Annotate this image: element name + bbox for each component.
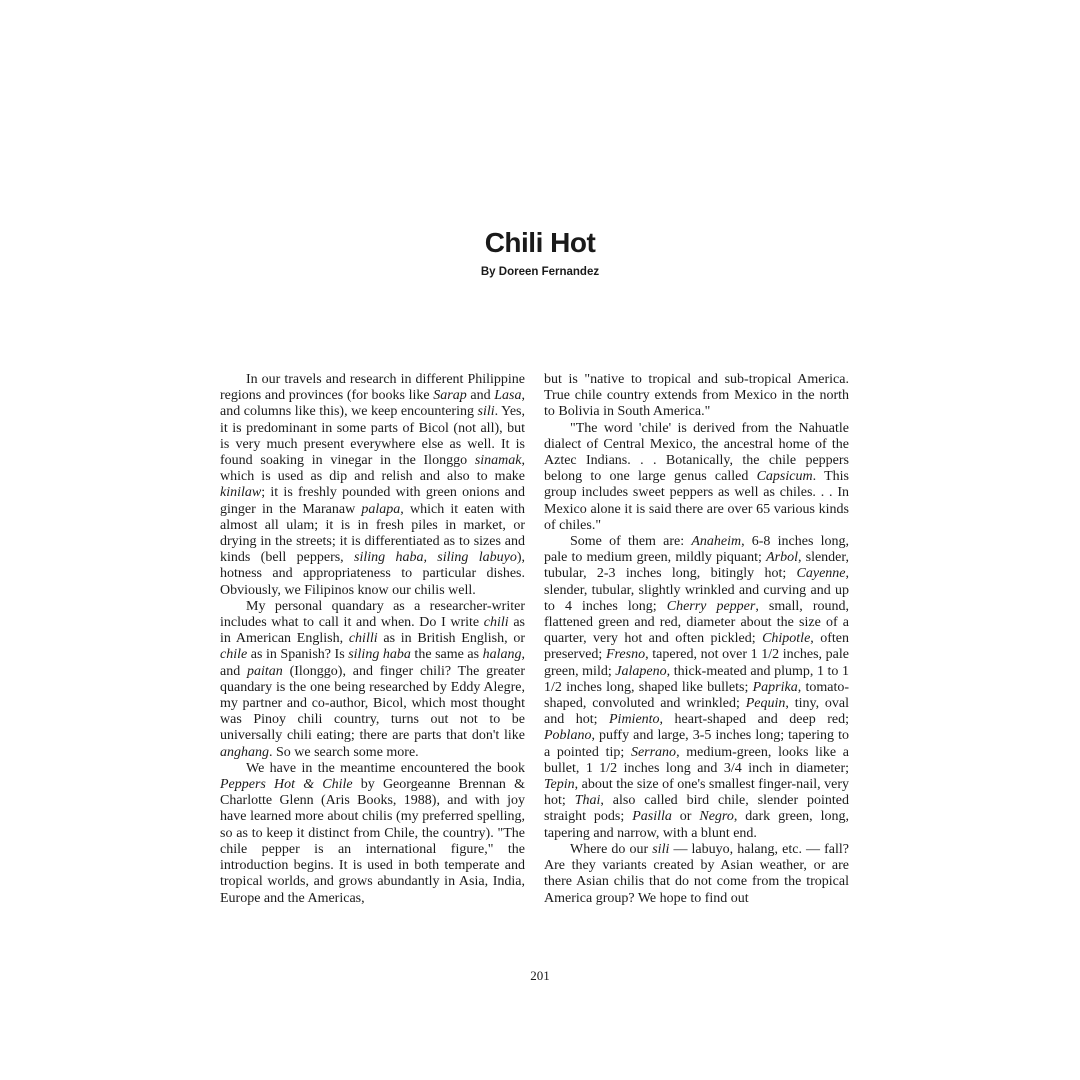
article-byline: By Doreen Fernandez bbox=[480, 266, 600, 278]
paragraph: In our travels and research in different Philippine regions and provinces (for books like Sarap and Lasa, and columns like this), we keep encountering sili. Yes, it is predominant in some parts of Bicol (not all), but is very much present everywhere else as well. It is found soaking in vinegar in the Ilonggo sinamak, which is used as dip and relish and also to make kinilaw; it is freshly pounded with green onions and ginger in the Maranaw palapa, which it eaten with almost all ulam; it is in fresh piles in market, or drying in the streets; it is differentiated as to sizes and kinds (bell peppers, siling haba, siling labuyo), hotness and appropriateness to particular dishes. Obviously, we Filipinos know our chilis well. bbox=[220, 372, 526, 598]
paragraph: "The word 'chile' is derived from the Nahuatle dialect of Central Mexico, the ancestral home of the Aztec Indians. . . Botanically, the chile peppers belong to one large genus called Capsicum. This group includes sweet peppers as well as chiles. . . In Mexico alone it is said there are over 65 various kinds of chiles." bbox=[544, 420, 849, 533]
paragraph: My personal quandary as a researcher-writer includes what to call it and when. Do I write chili as in American English, chilli as in British English, or chile as in Spanish? Is siling haba the same as halang, and paitan (Ilonggo), and finger chili? The greater quandary is the one being researched by Eddy Alegre, my partner and co-author, Bicol, which most thought was Pinoy chili country, turns out not to be universally chili eating; there are parts that don't like anghang. So we search some more. bbox=[220, 598, 526, 760]
paragraph: We have in the meantime encountered the book Peppers Hot & Chile by Georgeanne Brennan & Charlotte Glenn (Aris Books, 1988), and with joy have learned more about chilis (my preferred spelling, so as to keep it distinct from Chile, the country). "The chile pepper is an international figure," the introduction begins. It is used in both temperate and tropical worlds, and grows abundantly in Asia, India, Europe and the Americas, bbox=[220, 760, 525, 906]
paragraph: Where do our sili — labuyo, halang, etc. — fall? Are they variants created by Asian weather, or are there Asian chilis that do not come from the tropical America group? We hope to find out bbox=[544, 841, 849, 906]
paragraph-continued: but is "native to tropical and sub-tropical America. True chile country extends from Mexico in the north to Bolivia in South America." bbox=[544, 372, 849, 420]
left-column bbox=[220, 372, 525, 907]
article-title: Chili Hot bbox=[484, 227, 596, 258]
page-number: 201 bbox=[530, 968, 550, 983]
paragraph: Some of them are: Anaheim, 6-8 inches long, pale to medium green, mildly piquant; Arbol, slender, tubular, 2-3 inches long, bitingly hot; Cayenne, slender, tubular, slightly wrinkled and curving and up to 4 inches long; Cherry pepper, small, round, flattened green and red, diameter about the size of a quarter, very hot and often pickled; Chipotle, often preserved; Fresno, tapered, not over 1 1/2 inches, pale green, mild; Jalapeno, thick-meated and plump, 1 to 1 1/2 inches long, shaped like bullets; Paprika, tomato-shaped, convoluted and wrinkled; Pequin, tiny, oval and hot; Pimiento, heart-shaped and deep red; Poblano, puffy and large, 3-5 inches long; tapering to a pointed tip; Serrano, medium-green, looks like a bullet, 1 1/2 inches long and 3/4 inch in diameter; Tepin, about the size of one's smallest finger-nail, very hot; Thai, also called bird chile, slender pointed straight pods; Pasilla or Negro, dark green, long, tapering and narrow, with a blunt end. bbox=[544, 534, 850, 841]
right-column bbox=[544, 372, 849, 907]
